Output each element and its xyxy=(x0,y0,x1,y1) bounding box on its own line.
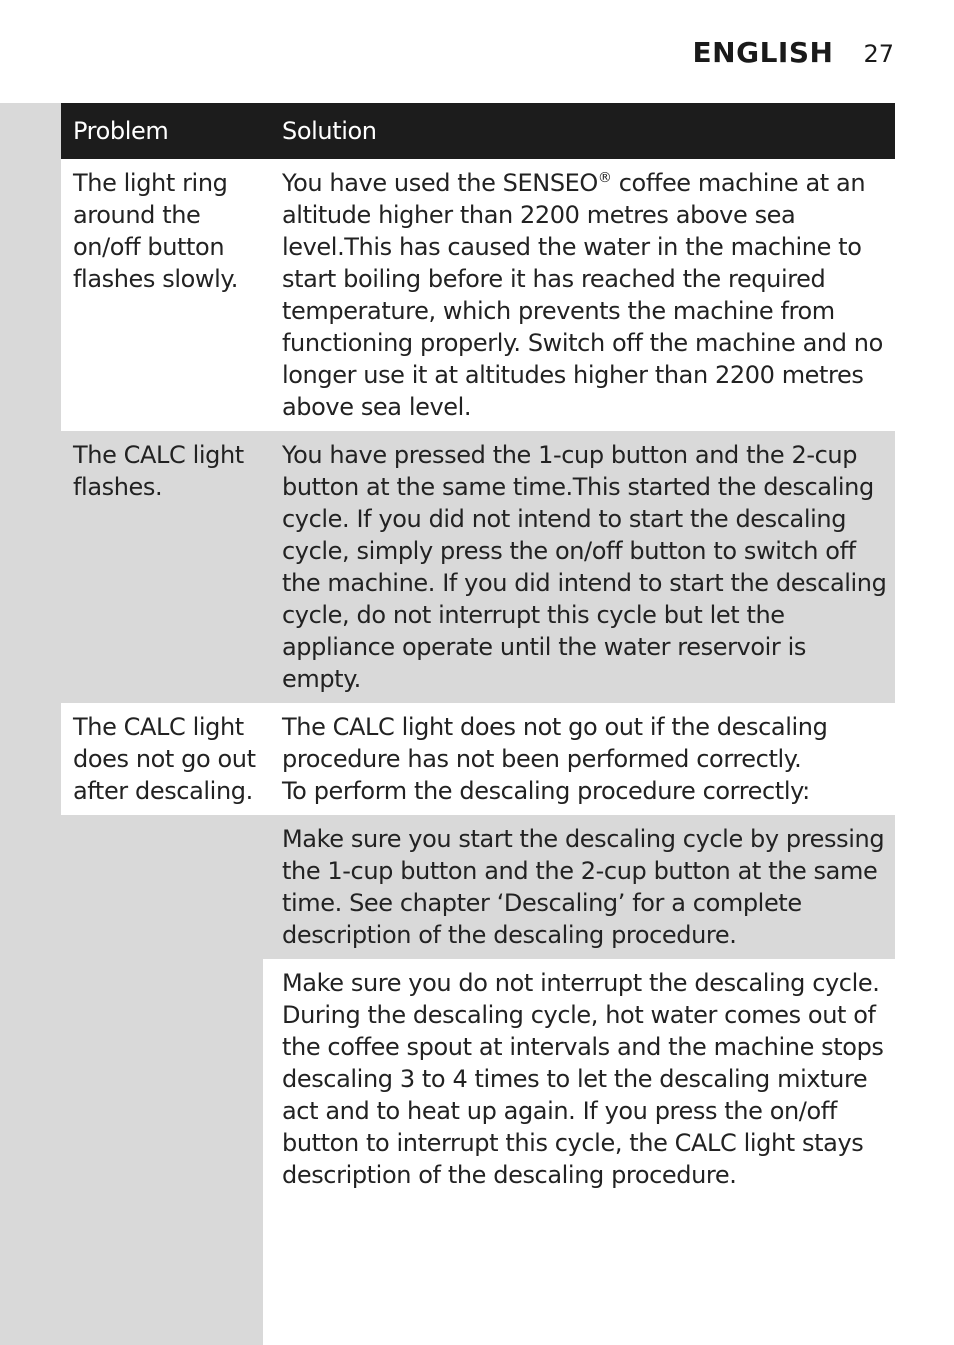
solution-cell xyxy=(263,959,895,1199)
table-row xyxy=(61,703,895,815)
problem-cell xyxy=(61,959,263,1199)
page-header xyxy=(693,36,894,72)
solution-cell xyxy=(263,431,895,703)
solution-text-line2: To perform the descaling procedure correctly: xyxy=(282,777,810,805)
table-row xyxy=(61,159,895,431)
problem-cell xyxy=(61,159,263,431)
table-row xyxy=(61,431,895,703)
column-header-solution: Solution xyxy=(263,103,895,159)
problem-text: The CALC light flashes. xyxy=(73,441,244,501)
problem-cell xyxy=(61,431,263,703)
solution-cell xyxy=(263,815,895,959)
solution-cell xyxy=(263,159,895,431)
registered-mark: ® xyxy=(597,170,612,186)
troubleshooting-table xyxy=(61,103,895,1199)
solution-text: You have used the SENSEO® coffee machine at an altitude higher than 2200 metres above sea level.This has caused the water in the machine to start boiling before it has reached the required temperature, which prevents the machine from functioning properly. Switch off the machine and no longer use it at altitudes higher than 2200 metres above sea level. xyxy=(282,169,883,421)
solution-text-line1: The CALC light does not go out if the descaling procedure has not been performed correctly. xyxy=(282,713,828,773)
problem-text: The CALC light does not go out after descaling. xyxy=(73,713,256,805)
solution-text: Make sure you do not interrupt the descaling cycle. During the descaling cycle, hot water comes out of the coffee spout at intervals and the machine stops descaling 3 to 4 times to let the descaling mixture act and to heat up again. If you press the on/off button to interrupt this cycle, the CALC light stays description of the descaling procedure. xyxy=(282,969,884,1189)
solution-cell xyxy=(263,703,895,815)
table-row xyxy=(61,959,895,1199)
problem-text: The light ring around the on/off button flashes slowly. xyxy=(73,169,239,293)
solution-text: You have pressed the 1-cup button and the 2-cup button at the same time.This started the descaling cycle. If you did not intend to start the descaling cycle, simply press the on/off button to switch off the machine. If you did intend to start the descaling cycle, do not interrupt this cycle but let the appliance operate until the water reservoir is empty. xyxy=(282,441,887,693)
language-heading: ENGLISH xyxy=(692,36,834,69)
problem-cell xyxy=(61,703,263,815)
column-header-problem: Problem xyxy=(61,103,263,159)
solution-text: Make sure you start the descaling cycle by pressing the 1-cup button and the 2-cup button at the same time. See chapter ‘Descaling’ for a complete description of the descaling procedure. xyxy=(282,825,885,949)
problem-cell xyxy=(61,815,263,959)
table-header-row xyxy=(61,103,895,159)
page-number: 27 xyxy=(863,40,894,68)
table-row xyxy=(61,815,895,959)
